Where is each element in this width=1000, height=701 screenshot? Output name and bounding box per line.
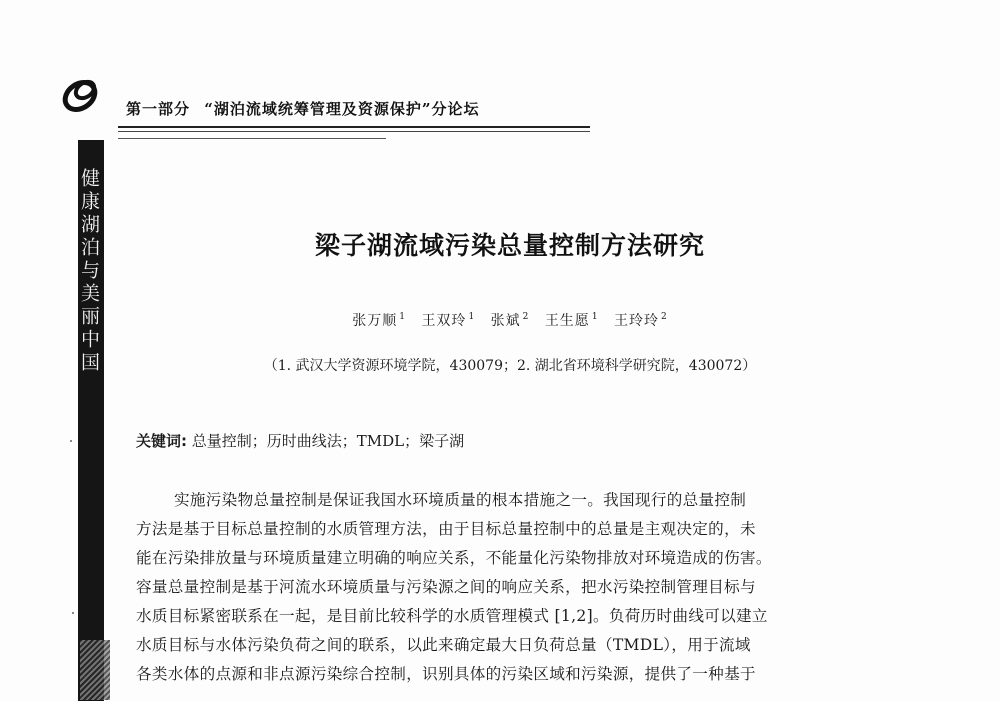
- author-affiliation-mark: 1: [591, 312, 599, 323]
- header-rule: [118, 138, 386, 139]
- author-affiliation-mark: 2: [661, 312, 668, 323]
- side-bar-texture: [80, 640, 110, 700]
- author: [491, 313, 530, 329]
- author-list: [300, 310, 720, 330]
- body-line: 方法是基于目标总量控制的水质管理方法，由于目标总量控制中的总量是主观决定的，未: [136, 520, 756, 538]
- body-line: 能在污染排放量与环境质量建立明确的响应关系，不能量化污染物排放对环境造成的伤害。: [136, 549, 772, 567]
- keywords-text: 总量控制；历时曲线法；TMDL；梁子湖: [191, 432, 465, 450]
- header-forum-label: “湖泊流域统筹管理及资源保护”分论坛: [204, 100, 480, 118]
- body-line: 水质目标与水体污染负荷之间的联系，以此来确定最大日负荷总量（TMDL），用于流域: [136, 636, 751, 654]
- body-line: 实施污染物总量控制是保证我国水环境质量的根本措施之一。我国现行的总量控制: [174, 491, 747, 509]
- author-affiliation-mark: 2: [522, 312, 530, 323]
- publication-logo-icon: [60, 72, 104, 116]
- author-name: 王双玲: [421, 313, 467, 329]
- author: [545, 313, 599, 329]
- body-line: 水质目标紧密联系在一起，是目前比较科学的水质管理模式 [1,2]。负荷历时曲线可以建立: [136, 607, 768, 625]
- body-paragraph: [136, 486, 900, 689]
- side-bar-label: 健康湖泊与美丽中国: [78, 168, 100, 375]
- author-name: 王玲玲: [614, 313, 659, 329]
- header-rule: [118, 131, 590, 132]
- author: [421, 313, 475, 329]
- scan-speck: [72, 612, 74, 614]
- author-name: 张斌: [490, 313, 521, 329]
- body-line: 各类水体的点源和非点源污染综合控制，识别具体的污染区域和污染源，提供了一种基于: [136, 665, 756, 683]
- author-name: 张万顺: [352, 313, 398, 329]
- keywords-label: 关键词:: [136, 432, 187, 450]
- author: [614, 313, 668, 329]
- author-affiliation-mark: 1: [468, 312, 476, 323]
- affiliation-line: （1. 武汉大学资源环境学院，430079；2. 湖北省环境科学研究院，430072）: [263, 358, 757, 374]
- scan-speck: [70, 440, 72, 442]
- body-line: 容量总量控制是基于河流水环境质量与污染源之间的响应关系，把水污染控制管理目标与: [136, 578, 756, 596]
- running-header: [126, 98, 480, 119]
- paper-title: 梁子湖流域污染总量控制方法研究: [314, 231, 705, 260]
- header-part-label: 第一部分: [126, 100, 191, 118]
- header-rule: [118, 126, 590, 128]
- author-affiliation-mark: 1: [399, 312, 406, 323]
- author: [352, 313, 406, 329]
- keywords-line: [136, 430, 464, 451]
- author-name: 王生愿: [544, 313, 590, 329]
